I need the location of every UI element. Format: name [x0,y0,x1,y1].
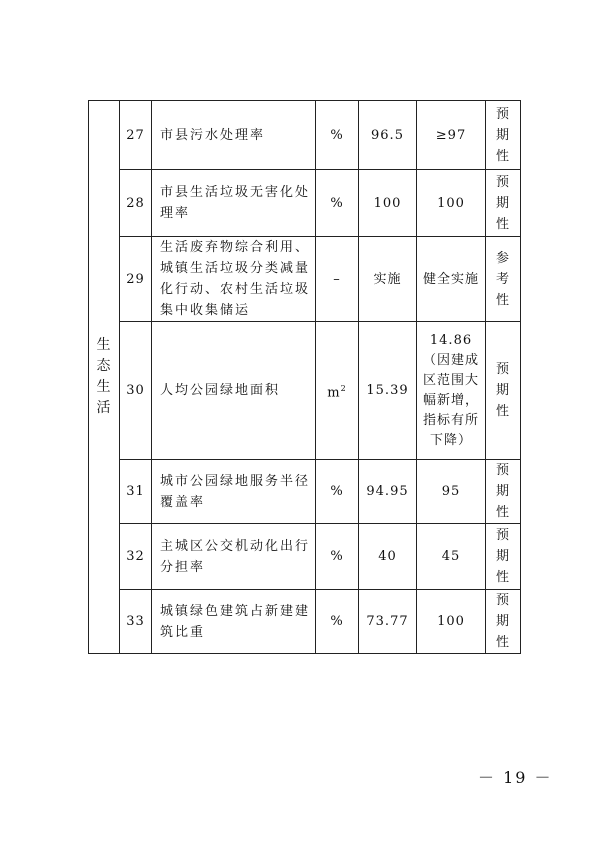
nature-cell: 预 期 性 [486,170,521,237]
indicator-name: 城镇绿色建筑占新建建筑比重 [152,590,316,654]
base-value: 实施 [359,237,417,322]
unit-cell: % [316,524,359,590]
base-value: 100 [359,170,417,237]
indicator-table [88,100,521,654]
row-number: 27 [120,101,152,170]
base-value: 96.5 [359,101,417,170]
page-number: － 19 － [478,768,553,787]
base-value: 94.95 [359,460,417,524]
unit-cell: % [316,590,359,654]
table-row [89,101,521,170]
table-row [89,237,521,322]
row-number: 28 [120,170,152,237]
table-row [89,590,521,654]
base-value: 73.77 [359,590,417,654]
unit-cell [316,322,359,460]
table-row [89,322,521,460]
row-number: 29 [120,237,152,322]
unit-base: m [327,385,341,401]
category-cell: 生 态 生 活 [89,101,120,654]
base-value: 40 [359,524,417,590]
target-value: 95 [417,460,486,524]
nature-cell: 预 期 性 [486,524,521,590]
unit-cell: – [316,237,359,322]
target-value: 14.86（因建成区范围大幅新增，指标有所下降） [417,322,486,460]
base-value: 15.39 [359,322,417,460]
nature-cell: 参 考 性 [486,237,521,322]
row-number: 33 [120,590,152,654]
target-value: 45 [417,524,486,590]
table-row [89,170,521,237]
table-row [89,460,521,524]
unit-cell: % [316,170,359,237]
nature-cell: 预 期 性 [486,590,521,654]
unit-cell: % [316,460,359,524]
nature-cell: 预 期 性 [486,460,521,524]
row-number: 31 [120,460,152,524]
unit-superscript: 2 [340,383,347,393]
nature-cell: 预 期 性 [486,101,521,170]
target-value: 健全实施 [417,237,486,322]
target-value: ≥97 [417,101,486,170]
indicator-name: 人均公园绿地面积 [152,322,316,460]
target-value: 100 [417,170,486,237]
indicator-name: 市县污水处理率 [152,101,316,170]
indicator-name: 主城区公交机动化出行分担率 [152,524,316,590]
row-number: 30 [120,322,152,460]
indicator-name: 生活废弃物综合利用、城镇生活垃圾分类减量化行动、农村生活垃圾集中收集储运 [152,237,316,322]
indicator-name: 市县生活垃圾无害化处理率 [152,170,316,237]
table-row [89,524,521,590]
indicator-name: 城市公园绿地服务半径覆盖率 [152,460,316,524]
nature-cell: 预 期 性 [486,322,521,460]
target-value: 100 [417,590,486,654]
unit-cell: % [316,101,359,170]
row-number: 32 [120,524,152,590]
